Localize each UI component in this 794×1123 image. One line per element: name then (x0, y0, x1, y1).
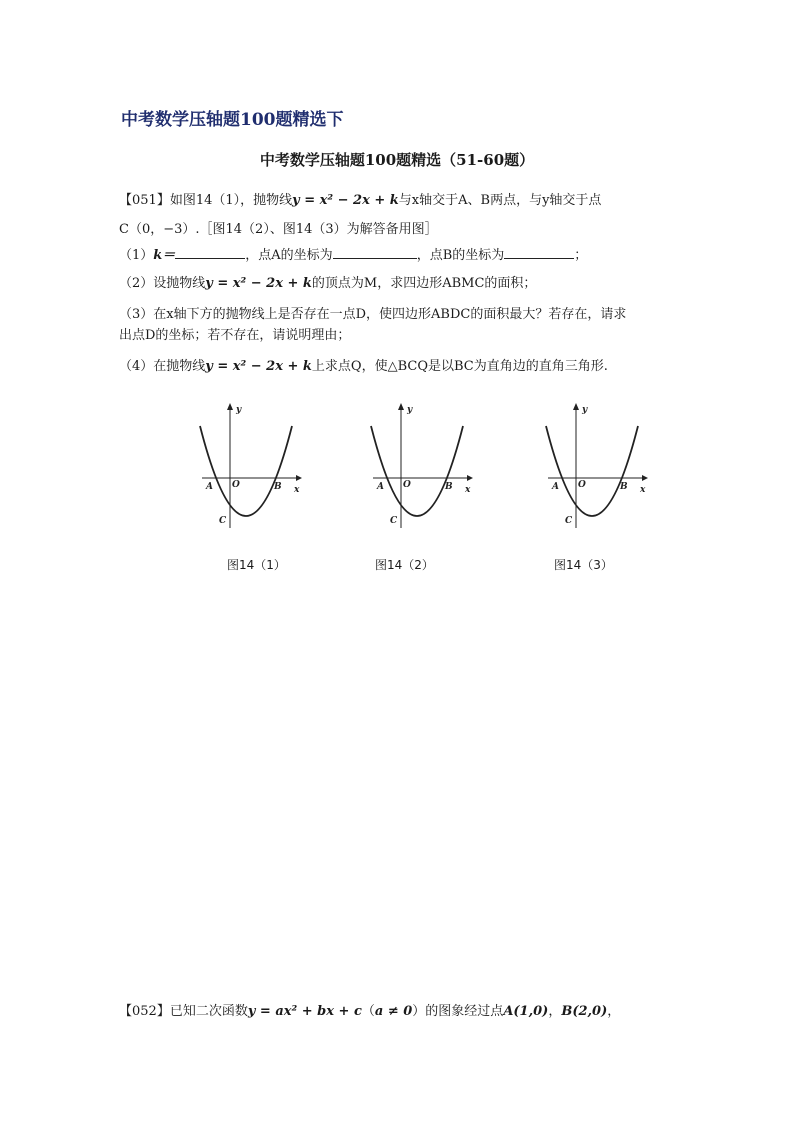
problem-052-line1: 【052】已知二次函数y = ax² + bx + c（a ≠ 0）的图象经过点A(1,0)，B(2,0)， (119, 1004, 621, 1019)
label-x: x (294, 485, 300, 495)
parabola-curve (546, 426, 638, 516)
label-c: C (219, 516, 227, 526)
problem-051-line2: C（0，−3）.［图14（2）、图14（3）为解答备用图］ (119, 222, 438, 237)
graph-figure-1 (196, 398, 306, 533)
label-x: x (640, 485, 646, 495)
y-axis-arrow (227, 403, 233, 410)
x-axis-arrow (467, 475, 473, 481)
label-o: O (403, 480, 411, 490)
problem-tag: 【051】 (119, 193, 170, 208)
label-b: B (620, 482, 628, 492)
answer-blank-k (175, 246, 245, 259)
label-c: C (565, 516, 573, 526)
x-axis-arrow (642, 475, 648, 481)
label-y: y (236, 405, 242, 415)
label-y: y (582, 405, 588, 415)
question-4: （4）在抛物线y = x² − 2x + k上求点Q，使△BCQ是以BC为直角边的直角三角形. (119, 359, 608, 374)
label-x: x (465, 485, 471, 495)
label-b: B (274, 482, 282, 492)
quadratic-equation: y = ax² + bx + c (247, 1004, 362, 1019)
label-o: O (232, 480, 240, 490)
section-title: 中考数学压轴题100题精选（51-60题） (259, 151, 535, 169)
parabola-curve (371, 426, 463, 516)
point-a: A(1,0) (503, 1004, 549, 1019)
label-a: A (377, 482, 384, 492)
figure-caption-3: 图14（3） (554, 558, 613, 572)
figure-caption-1: 图14（1） (227, 558, 286, 572)
y-axis-arrow (573, 403, 579, 410)
label-a: A (552, 482, 559, 492)
question-3-line2: 出点D的坐标；若不存在，请说明理由； (119, 328, 351, 343)
page-heading: 中考数学压轴题100题精选下 (121, 110, 344, 130)
parabola-curve (200, 426, 292, 516)
graph-figure-3 (542, 398, 652, 533)
label-c: C (390, 516, 398, 526)
figure-caption-2: 图14（2） (375, 558, 434, 572)
y-axis-arrow (398, 403, 404, 410)
x-axis-arrow (296, 475, 302, 481)
graph-figure-2 (367, 398, 477, 533)
question-2: （2）设抛物线y = x² − 2x + k的顶点为M，求四边形ABMC的面积； (119, 276, 537, 291)
question-1: （1）k＝ ，点A的坐标为 ，点B的坐标为 ； (119, 248, 588, 263)
problem-tag: 【052】 (119, 1004, 170, 1019)
label-a: A (206, 482, 213, 492)
label-b: B (445, 482, 453, 492)
answer-blank-b (504, 246, 574, 259)
question-3-line1: （3）在x轴下方的抛物线上是否存在一点D，使四边形ABDC的面积最大？若存在，请求 (119, 307, 627, 322)
problem-051-line1: 【051】如图14（1），抛物线y = x² − 2x + k与x轴交于A、B两点，与y轴交于点 (119, 193, 602, 208)
point-b: B(2,0) (561, 1004, 608, 1019)
label-y: y (407, 405, 413, 415)
answer-blank-a (333, 246, 417, 259)
parabola-equation: y = x² − 2x + k (292, 193, 399, 208)
label-o: O (578, 480, 586, 490)
